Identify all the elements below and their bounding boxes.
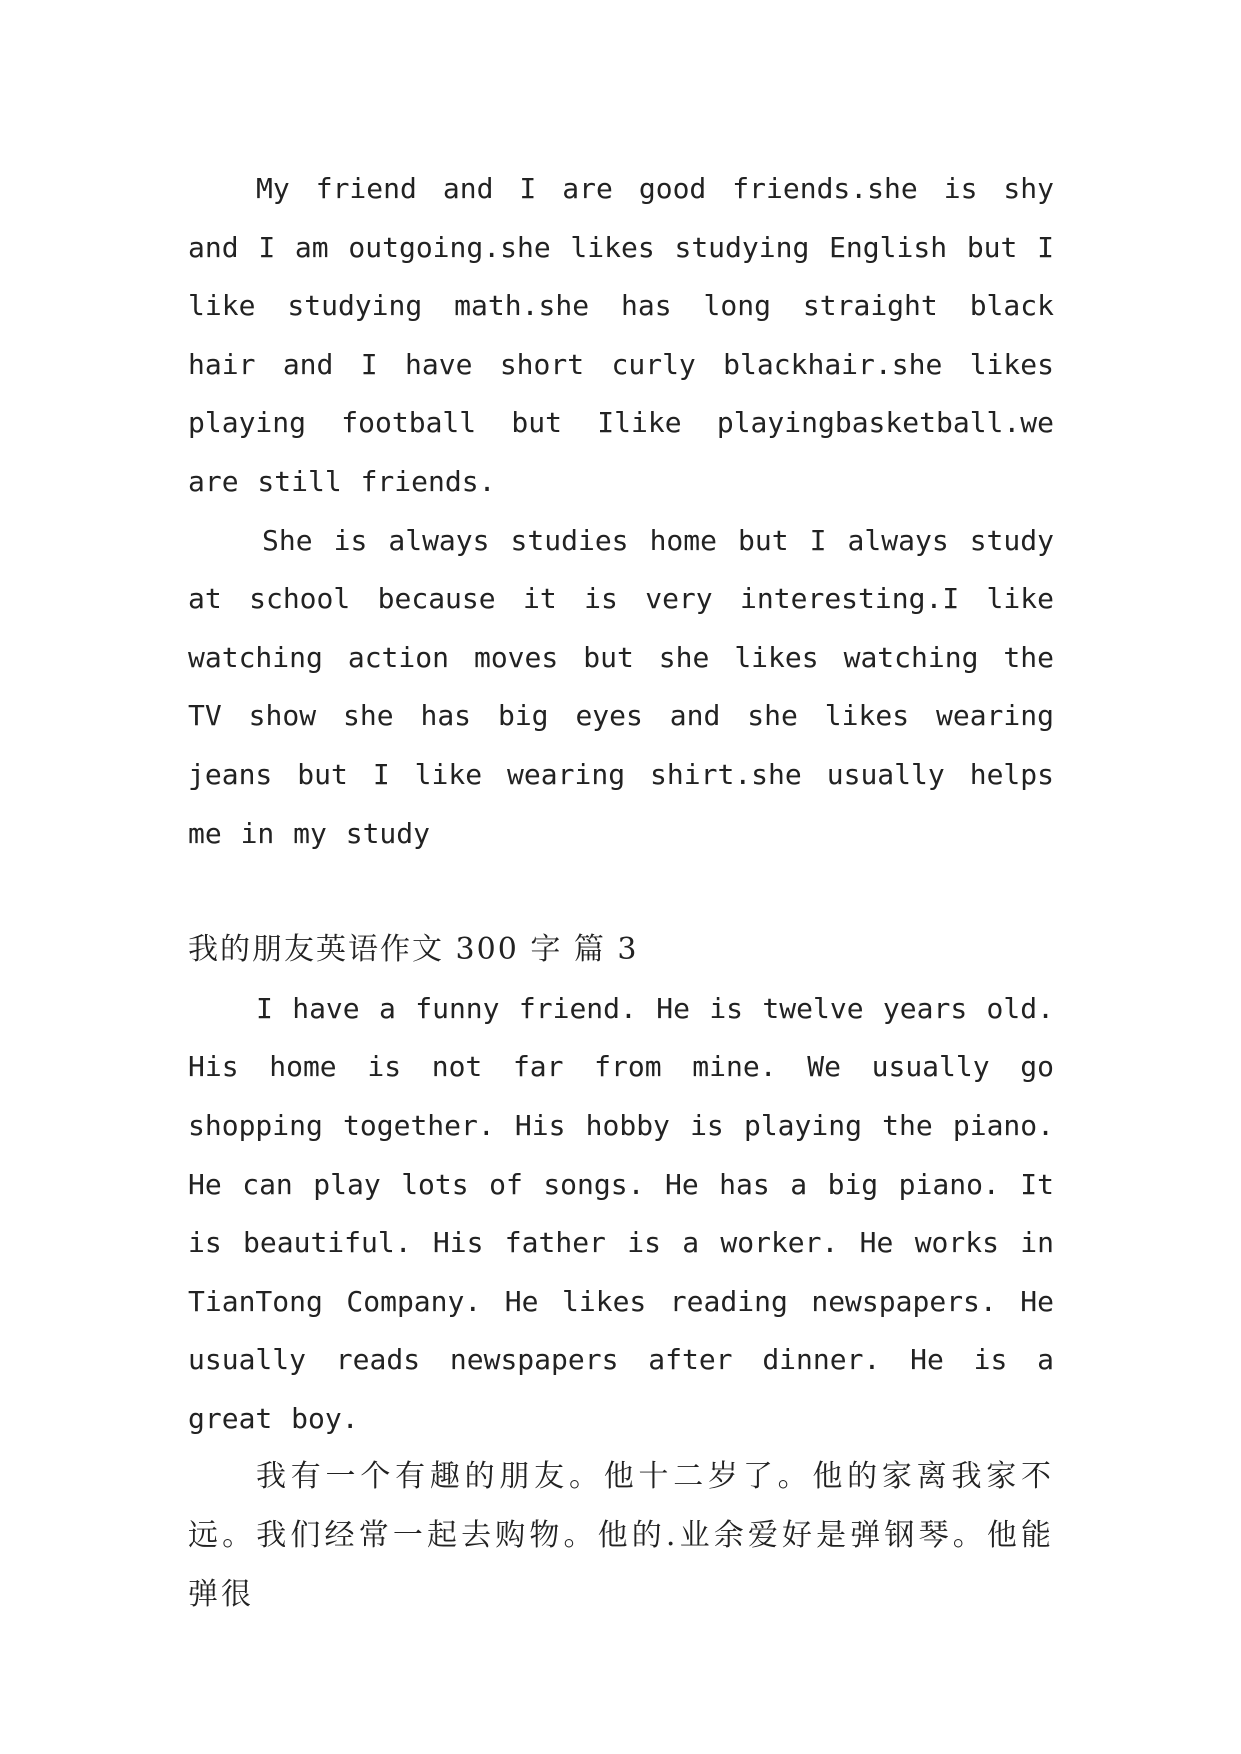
section-heading: 我的朋友英语作文 300 字 篇 3 <box>188 932 639 968</box>
document-page <box>188 160 1054 1624</box>
paragraph-1: My friend and I are good friends.she is shy and I am outgoing.she likes studying English but I like studying math.she has long straight black hair and I have short curly blackhair.she likes playing football but Ilike playingbasketball.we are still friends. <box>188 172 1054 498</box>
paragraph-3: I have a funny friend. He is twelve years old. His home is not far from mine. We usually go shopping together. His hobby is playing the piano. He can play lots of songs. He has a big piano. It is beautiful. His father is a worker. He works in TianTong Company. He likes reading newspapers. He usually reads newspapers after dinner. He is a great boy. <box>188 991 1054 1435</box>
paragraph-4-chinese: 我有一个有趣的朋友。他十二岁了。他的家离我家不远。我们经常一起去购物。他的.业余爱好是弹钢琴。他能弹很 <box>188 1459 1054 1612</box>
paragraph-2: She is always studies home but I always study at school because it is very interesting.I like watching action moves but she likes watching the TV show she has big eyes and she likes wearing jeans but I like wearing shirt.she usually helps me in my study <box>188 523 1054 850</box>
